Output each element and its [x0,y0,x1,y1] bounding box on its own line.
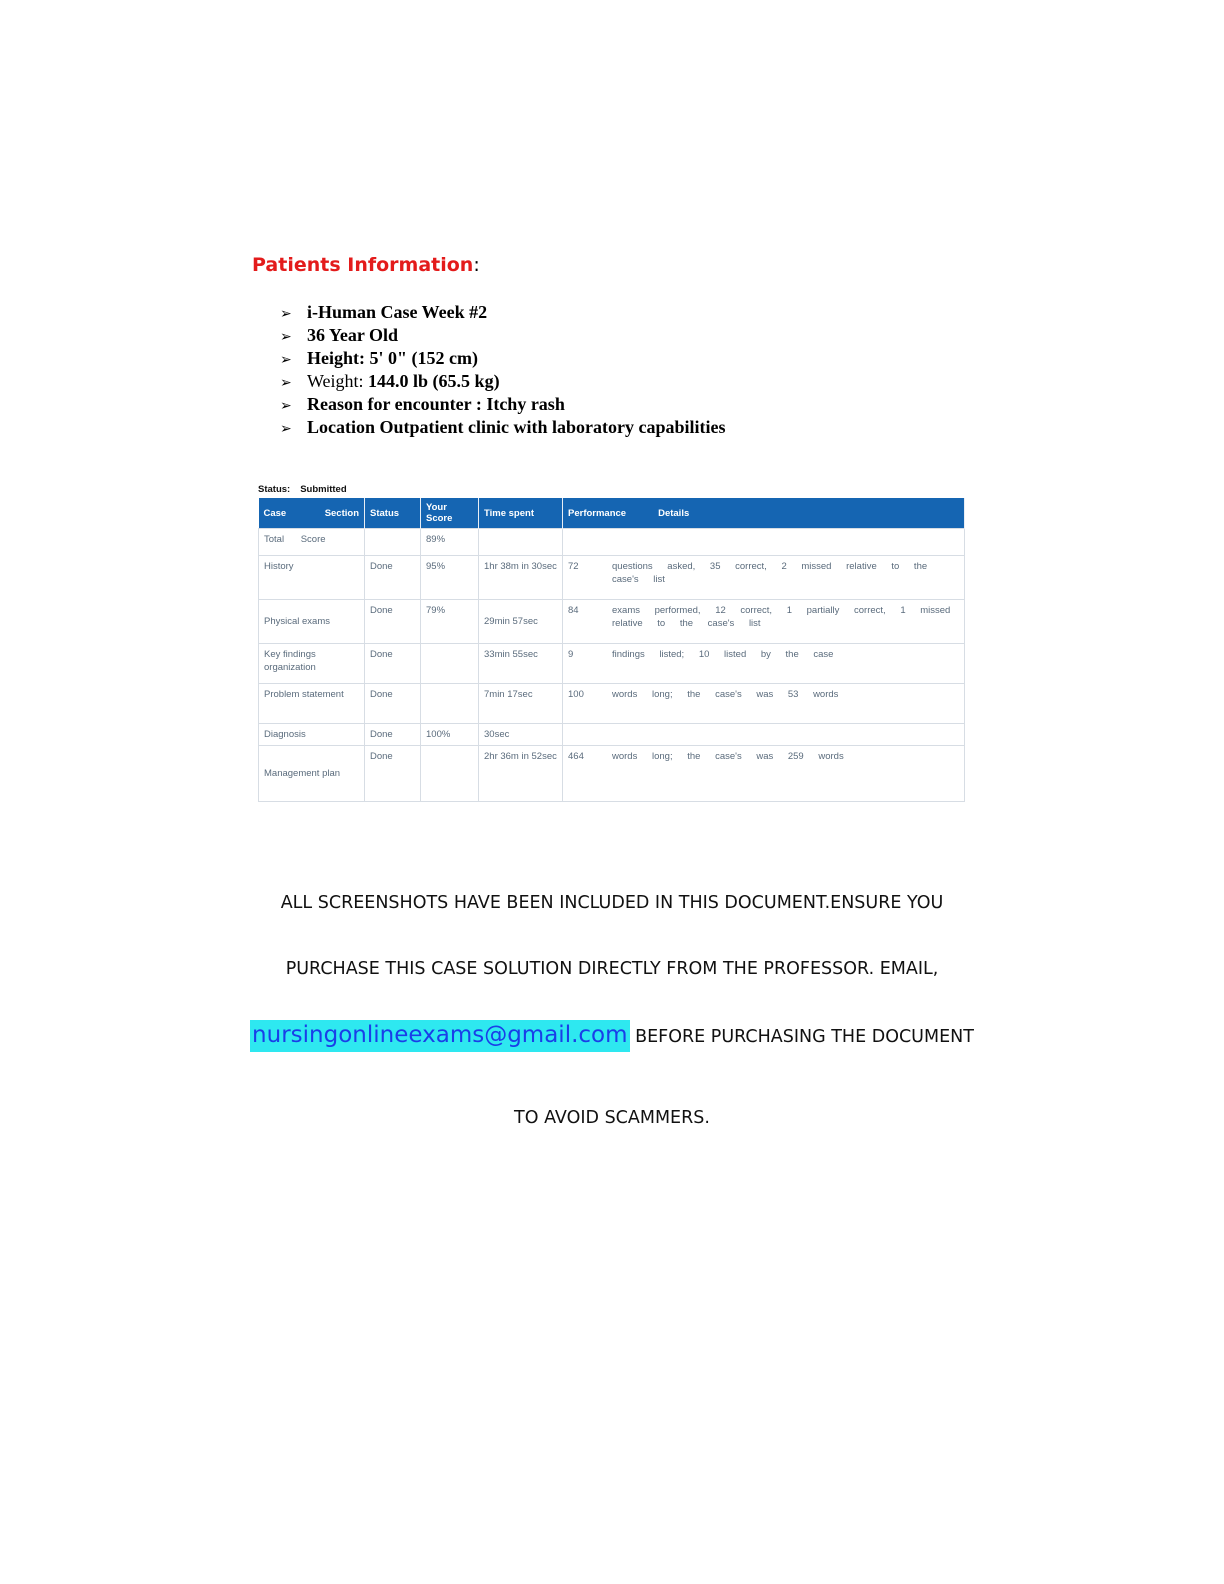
table-row: Problem statement Done 7min 17sec 100 words long; the case's was 53 words [259,684,965,724]
arrow-bullet-icon: ➢ [280,306,292,322]
patients-information-heading [252,254,480,276]
table-row: Diagnosis Done 100% 30sec [259,724,965,746]
list-item: ➢ i-Human Case Week #2 [280,302,726,325]
arrow-bullet-icon: ➢ [280,329,292,345]
table-row: Physical exams Done 79% 29min 57sec 84 exams performed, 12 correct, 1 partially correct, 1 missed relative to the case's list [259,600,965,644]
arrow-bullet-icon: ➢ [280,421,292,437]
table-header-row [259,498,965,529]
header-performance: Performance Details [563,498,965,529]
arrow-bullet-icon: ➢ [280,375,292,391]
header-case-section: Case Section [259,498,365,529]
notice-line-3: nursingonlineexams@gmail.com BEFORE PURCHASING THE DOCUMENT [0,1022,1224,1048]
arrow-bullet-icon: ➢ [280,398,292,414]
header-score: Your Score [421,498,479,529]
table-row: History Done 95% 1hr 38m in 30sec 72 questions asked, 35 correct, 2 missed relative to the case's list [259,556,965,600]
header-status: Status [365,498,421,529]
status-value: Submitted [300,484,347,495]
heading-colon: : [473,254,480,276]
notice-line-2: PURCHASE THIS CASE SOLUTION DIRECTLY FROM THE PROFESSOR. EMAIL, [285,959,939,979]
list-item: ➢ Height: 5' 0" (152 cm) [280,348,726,371]
notice-line-4: TO AVOID SCAMMERS. [514,1108,710,1128]
results-screenshot [258,482,964,802]
arrow-bullet-icon: ➢ [280,352,292,368]
table-row: Management plan Done 2hr 36m in 52sec 464 words long; the case's was 259 words [259,746,965,802]
email-link[interactable]: nursingonlineexams@gmail.com [250,1020,629,1052]
notice-line-1: ALL SCREENSHOTS HAVE BEEN INCLUDED IN THIS DOCUMENT.ENSURE YOU [280,893,944,913]
list-item: ➢ 36 Year Old [280,325,726,348]
list-item: ➢ Weight: 144.0 lb (65.5 kg) [280,371,726,394]
list-item: ➢ Location Outpatient clinic with laboratory capabilities [280,417,726,440]
submission-status: Status: Submitted [258,484,347,495]
heading-title: Patients Information [252,254,474,276]
table-row: Total Score 89% [259,529,965,556]
score-table [258,498,965,802]
list-item: ➢ Reason for encounter : Itchy rash [280,394,726,417]
table-row: Key findings organization Done 33min 55sec 9 findings listed; 10 listed by the case [259,644,965,684]
patient-info-list [280,302,726,440]
header-time: Time spent [479,498,563,529]
